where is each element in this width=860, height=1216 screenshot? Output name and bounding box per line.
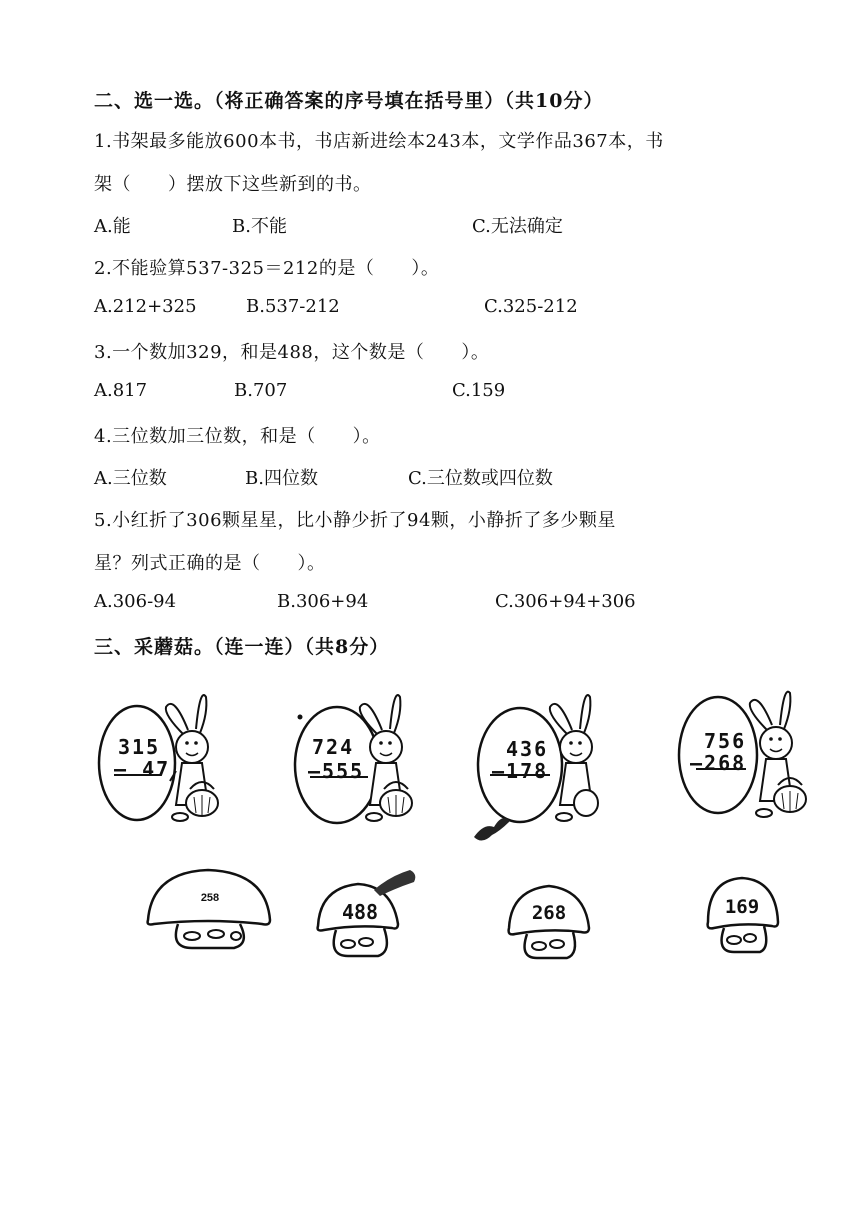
subtraction-card-2 <box>290 685 420 835</box>
mushroom-value-3: 268 <box>531 902 567 924</box>
q4-option-c: C.三位数或四位数 <box>408 468 553 489</box>
q5-option-c: C.306+94+306 <box>495 591 636 612</box>
mushroom-4[interactable] <box>704 874 784 954</box>
q3-option-b: B.707 <box>234 380 288 401</box>
subtrahend-4: —268 <box>690 751 747 775</box>
q5-line1: 5.小红折了306颗星星，比小静少折了94颗，小静折了多少颗星 <box>94 510 616 531</box>
minuend-4: 756 <box>704 729 747 753</box>
q2-line1: 2.不能验算537-325＝212的是（ ）。 <box>94 258 440 279</box>
q5-option-a: A.306-94 <box>94 591 177 612</box>
minuend-2: 724 <box>312 735 355 759</box>
q3-line1: 3.一个数加329，和是488，这个数是（ ）。 <box>94 342 490 363</box>
q1-option-a: A.能 <box>94 216 131 237</box>
mushroom-3[interactable] <box>505 880 595 960</box>
q5-option-b: B.306+94 <box>277 591 369 612</box>
subtraction-card-4 <box>676 685 816 835</box>
mushroom-1[interactable] <box>144 864 274 950</box>
subtraction-card-3 <box>470 685 600 855</box>
q1-line1: 1.书架最多能放600本书，书店新进绘本243本，文学作品367本，书 <box>94 131 664 152</box>
q1-option-c: C.无法确定 <box>472 216 563 237</box>
q2-option-a: A.212+325 <box>94 296 197 317</box>
q3-option-c: C.159 <box>452 380 506 401</box>
q2-option-b: B.537-212 <box>246 296 340 317</box>
mushroom-icon <box>144 864 274 950</box>
mushroom-2[interactable] <box>314 866 426 960</box>
q2-option-c: C.325-212 <box>484 296 578 317</box>
subtrahend-1: — 47 <box>114 757 171 781</box>
q4-line1: 4.三位数加三位数，和是（ ）。 <box>94 426 381 447</box>
subtrahend-3: —178 <box>492 759 549 783</box>
q1-option-b: B.不能 <box>232 216 287 237</box>
subtraction-card-1 <box>96 685 226 835</box>
section2-title: 二、选一选。（将正确答案的序号填在括号里）（共10分） <box>94 90 604 112</box>
mushroom-value-1: 258 <box>200 892 220 904</box>
mushroom-value-2: 488 <box>341 900 379 924</box>
mushroom-value-4: 169 <box>724 896 760 918</box>
q4-option-a: A.三位数 <box>94 468 167 489</box>
q1-line2: 架（ ）摆放下这些新到的书。 <box>94 174 372 195</box>
minuend-3: 436 <box>506 737 549 761</box>
minuend-1: 315 <box>118 735 161 759</box>
q4-option-b: B.四位数 <box>245 468 318 489</box>
section3-title: 三、采蘑菇。（连一连）（共8分） <box>94 636 390 658</box>
q3-option-a: A.817 <box>94 380 148 401</box>
subtrahend-2: —555 <box>308 759 365 783</box>
q5-line2: 星？列式正确的是（ ）。 <box>94 553 326 574</box>
